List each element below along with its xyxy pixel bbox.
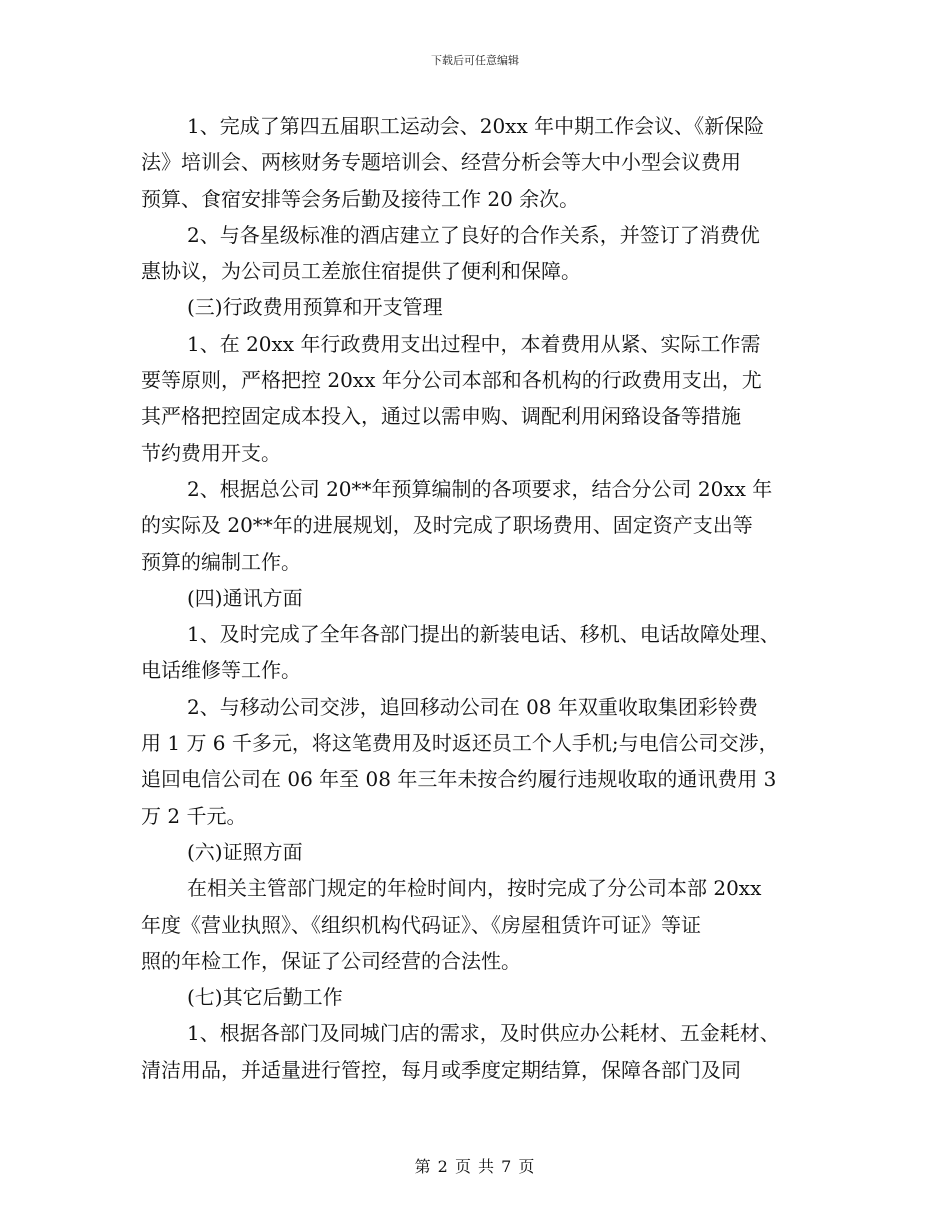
text-line: 法》培训会、两核财务专题培训会、经营分析会等大中小型会议费用: [141, 150, 741, 175]
text-line: 2、与移动公司交涉，追回移动公司在 08 年双重收取集团彩铃费: [187, 694, 758, 719]
text-line: 照的年检工作，保证了公司经营的合法性。: [141, 948, 521, 973]
text-line: 清洁用品，并适量进行管控，每月或季度定期结算，保障各部门及同: [141, 1057, 741, 1082]
document-body: [141, 108, 806, 1088]
text-line: 节约费用开支。: [141, 440, 281, 465]
text-line: 追回电信公司在 06 年至 08 年三年未按合约履行违规收取的通讯费用 3: [141, 767, 777, 792]
text-line: 用 1 万 6 千多元，将这笔费用及时返还员工个人手机;与电信公司交涉，: [141, 731, 779, 756]
text-line: 预算、食宿安排等会务后勤及接待工作 20 余次。: [141, 186, 580, 211]
page-footer: 第 2 页 共 7 页: [414, 1157, 536, 1176]
text-line: 电话维修等工作。: [141, 658, 301, 683]
text-line: 万 2 千元。: [141, 803, 247, 828]
text-line: 1、完成了第四五届职工运动会、20xx 年中期工作会议、《新保险: [187, 114, 765, 138]
text-line: 的实际及 20**年的进展规划，及时完成了职场费用、固定资产支出等: [141, 513, 753, 538]
text-line: 惠协议，为公司员工差旅住宿提供了便利和保障。: [141, 259, 581, 284]
text-line: 其严格把控固定成本投入，通过以需申购、调配利用闲臵设备等措施: [141, 404, 741, 429]
text-line: (六)证照方面: [187, 839, 303, 864]
text-line: (七)其它后勤工作: [187, 985, 343, 1010]
text-line: 2、与各星级标准的酒店建立了良好的合作关系，并签订了消费优: [187, 222, 760, 247]
text-line: (四)通讯方面: [187, 585, 303, 610]
text-line: 1、根据各部门及同城门店的需求，及时供应办公耗材、五金耗材、: [187, 1021, 780, 1046]
page-header: 下载后可任意编辑: [431, 54, 519, 67]
text-line: 预算的编制工作。: [141, 549, 301, 574]
text-line: (三)行政费用预算和开支管理: [187, 295, 443, 320]
text-line: 要等原则，严格把控 20xx 年分公司本部和各机构的行政费用支出，尤: [141, 368, 762, 393]
text-line: 2、根据总公司 20**年预算编制的各项要求，结合分公司 20xx 年: [187, 476, 773, 501]
text-line: 年度《营业执照》、《组织机构代码证》、《房屋租赁许可证》等证: [141, 912, 701, 937]
text-line: 1、及时完成了全年各部门提出的新装电话、移机、电话故障处理、: [187, 622, 780, 647]
text-line: 在相关主管部门规定的年检时间内，按时完成了分公司本部 20xx: [187, 876, 762, 901]
text-line: 1、在 20xx 年行政费用支出过程中，本着费用从紧、实际工作需: [187, 331, 761, 356]
